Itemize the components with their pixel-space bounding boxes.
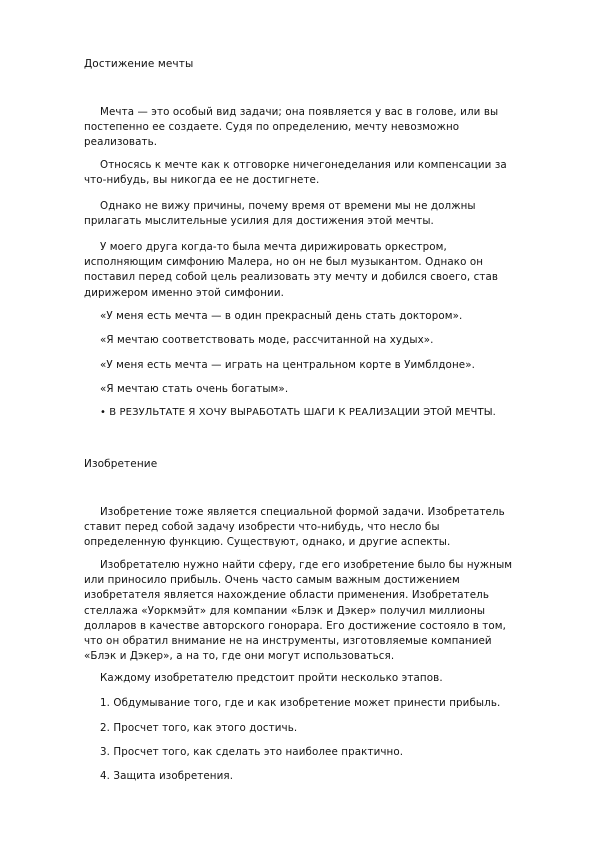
list-item: 2. Просчет того, как этого достичь. [100,722,298,734]
paragraph: Мечта — это особый вид задачи; она появляется у вас в голове, или вы постепенно ее создаете. Судя по определению, мечту невозможно реализовать. [84,106,499,149]
paragraph: Изобретение тоже является специальной формой задачи. Изобретатель ставит перед собой задачу изобрести что-нибудь, что несло бы определенную функцию. Существуют, однако, и другие аспекты. [84,506,505,549]
list-item: 3. Просчет того, как сделать это наиболее практично. [100,746,404,758]
quote-line: «У меня есть мечта — играть на центральном корте в Уимблдоне». [100,359,475,371]
paragraph: Однако не вижу причины, почему время от времени мы не должны прилагать мыслительные усилия для достижения этой мечты. [84,200,476,228]
quote-line: «Я мечтаю стать очень богатым». [100,383,289,395]
list-item: 1. Обдумывание того, где и как изобретение может принести прибыль. [100,697,501,709]
conclusion-line: • В РЕЗУЛЬТАТЕ Я ХОЧУ ВЫРАБОТАТЬ ШАГИ К РЕАЛИЗАЦИИ ЭТОЙ МЕЧТЫ. [100,407,496,418]
section-title-invention: Изобретение [84,458,158,470]
section-title-dream: Достижение мечты [84,58,194,70]
quote-line: «Я мечтаю соответствовать моде, рассчитанной на худых». [100,334,434,346]
list-item: 4. Защита изобретения. [100,770,234,782]
paragraph: Каждому изобретателю предстоит пройти несколько этапов. [100,672,443,684]
quote-line: «У меня есть мечта — в один прекрасный день стать доктором». [100,310,463,322]
paragraph: У моего друга когда-то была мечта дирижировать оркестром, исполняющим симфонию Малера, но он не был музыкантом. Однако он поставил перед собой цель реализовать эту мечту и добился своего, став дирижером именно этой симфонии. [84,241,499,299]
paragraph: Относясь к мечте как к отговорке ничегонеделания или компенсации за что-нибудь, вы никогда ее не достигнете. [84,159,507,187]
paragraph: Изобретателю нужно найти сферу, где его изобретение было бы нужным или приносило прибыль. Очень часто самым важным достижением изобретателя является нахождение области применения. Изобретатель стеллажа «Уоркмэйт» для компании «Блэк и Дэкер» получил миллионы долларов в качестве авторского гонорара. Его достижение состояло в том, что он обратил внимание не на инструменты, изготовляемые компанией «Блэк и Дэкер», а на то, где они могут использоваться. [84,559,513,663]
